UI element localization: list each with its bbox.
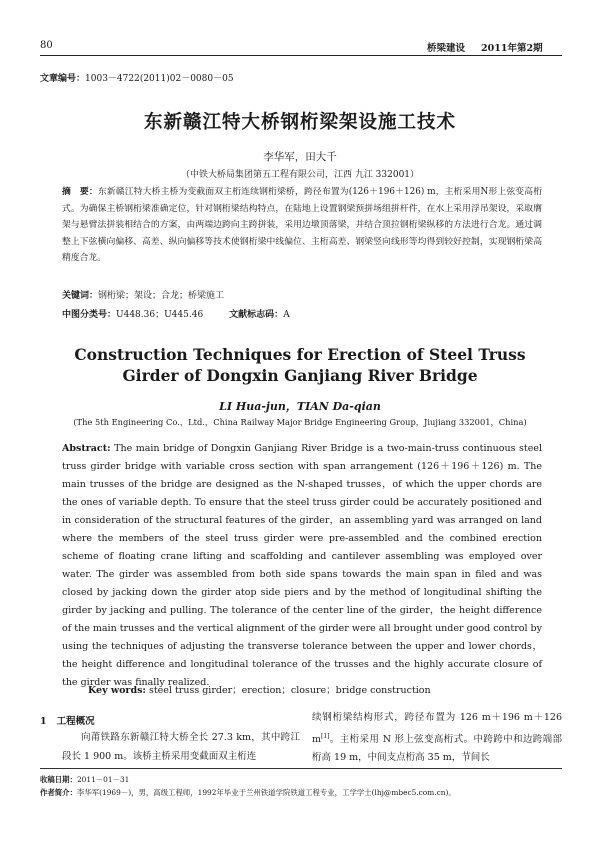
col2-text-a: 续钢桁梁结构形式，跨径布置为 126 m＋196 m＋126 m <box>312 712 562 745</box>
body-column-right <box>312 709 562 768</box>
en-abstract-text: The main bridge of Dongxin Ganjiang River Bridge is a two-main-truss continuous steel truss girder bridge with variable cross section with span arrangement (126＋196＋126) m. The main trusses of the bridge are designed as the N-shaped trusses，of which the upper chords are the ones of variable depth. To ensure that the steel truss girder could be accurately positioned and in consideration of the structural features of the girder，an assembling yard was arranged on land where the members of the steel truss girder were pre-assembled and the combined erection scheme of floating crane lifting and scaffolding and cantilever assembling was employed over water. The girder was assembled from both side spans towards the main span in filed and was closed by jacking down the girder atop side piers and by the method of longitudinal shifting the girder by jacking and pulling. The tolerance of the center line of the girder，the height difference of the main trusses and the vertical alignment of the girder were all brought under good control by using the techniques of adjusting the transverse tolerance between the upper and lower chords，the height difference and longitudinal tolerance of the trusses and the highly accurate closure of the girder was finally realized. <box>62 443 542 688</box>
footnote-author <box>40 787 456 798</box>
section-title: 工程概况 <box>56 716 95 727</box>
cn-keywords <box>62 288 224 301</box>
header-rule <box>40 55 562 56</box>
journal-issue: 2011年第2期 <box>481 43 543 54</box>
col2-text-b: 。主桁采用 N 形上弦变高桁式。中跨跨中和边跨端部桁高 19 m，中间支点桁高 35 m，节间长 <box>312 733 562 764</box>
cn-authors: 李华军，田大千 <box>263 151 337 163</box>
article-number <box>40 71 234 84</box>
section-number: 1 <box>40 716 47 727</box>
cn-affiliation: （中铁大桥局集团第五工程有限公司，江西 九江 332001） <box>180 170 420 180</box>
cn-class-value: U448.36；U445.46 <box>116 310 204 320</box>
en-title-line2: Girder of Dongxin Ganjiang River Bridge <box>122 366 478 385</box>
en-authors: LI Hua-jun，TIAN Da-qian <box>219 400 381 413</box>
received-label: 收稿日期： <box>40 775 77 784</box>
en-title-line1: Construction Techniques for Erection of Steel Truss <box>74 345 526 364</box>
en-keywords <box>88 682 431 696</box>
article-number-label: 文章编号： <box>40 74 86 84</box>
cn-classification <box>62 307 290 320</box>
body-column-left: 向莆铁路东新赣江特大桥全长 27.3 km，其中跨江段长 1 900 m。该桥主桥采用变截面双主桁连 <box>62 732 300 762</box>
author-bio-label: 作者简介： <box>40 788 77 797</box>
en-affiliation: (The 5th Engineering Co.，Ltd.，China Railway Major Bridge Engineering Group，Jiujiang 332001，China) <box>73 417 527 427</box>
page-number: 80 <box>40 40 53 51</box>
journal-name: 桥梁建设 <box>427 43 466 54</box>
cn-doc-value: A <box>283 310 290 320</box>
citation-ref: [1] <box>321 732 330 740</box>
en-abstract-label: Abstract: <box>62 443 111 454</box>
cn-abstract-label: 摘 要： <box>62 187 98 197</box>
cn-title: 东新赣江特大桥钢桁梁架设施工技术 <box>143 112 456 133</box>
footnote-received <box>40 774 129 785</box>
section-heading <box>40 713 95 727</box>
en-keywords-label: Key words: <box>88 685 146 696</box>
article-number-value: 1003－4722(2011)02－0080－05 <box>85 74 234 84</box>
en-title <box>0 344 600 386</box>
cn-class-label: 中图分类号： <box>62 310 117 320</box>
cn-keywords-text: 钢桁梁；架设；合龙；桥梁施工 <box>98 291 225 301</box>
en-abstract <box>62 440 542 692</box>
received-value: 2011－01－31 <box>76 775 130 784</box>
author-bio-value: 李华军(1969－)，男，高级工程师，1992年毕业于兰州铁道学院铁道工程专业，工学学士(lhj@mbec5.com.cn)。 <box>76 788 456 797</box>
cn-keywords-label: 关键词： <box>62 291 99 301</box>
cn-abstract-text: 东新赣江特大桥主桥为变截面双主桁连续钢桁梁桥，跨径布置为(126＋196＋126) m，主桁采用N形上弦变高桁式。为确保主桥钢桁梁准确定位，针对钢桁梁结构特点，在陆地上设置钢梁预拼场组拼杆件，在水上采用浮吊架设，采取膺架与悬臂法拼装相结合的方案，由两端边跨向主跨拼装，采用边墩顶落梁，并结合顶拉钢桁梁纵移的方法进行合龙。通过调整上下弦横向偏移、高差、纵向偏移等技术使钢桁梁中线偏位、主桁高差、钢梁竖向线形等均得到较好控制，实现钢桁梁高精度合龙。 <box>62 187 542 264</box>
cn-doc-label: 文献标志码： <box>229 310 284 320</box>
en-keywords-text: steel truss girder；erection；closure；bridge construction <box>148 685 431 696</box>
journal-header <box>427 40 543 54</box>
footnote-rule <box>40 768 562 769</box>
cn-abstract <box>62 184 542 267</box>
